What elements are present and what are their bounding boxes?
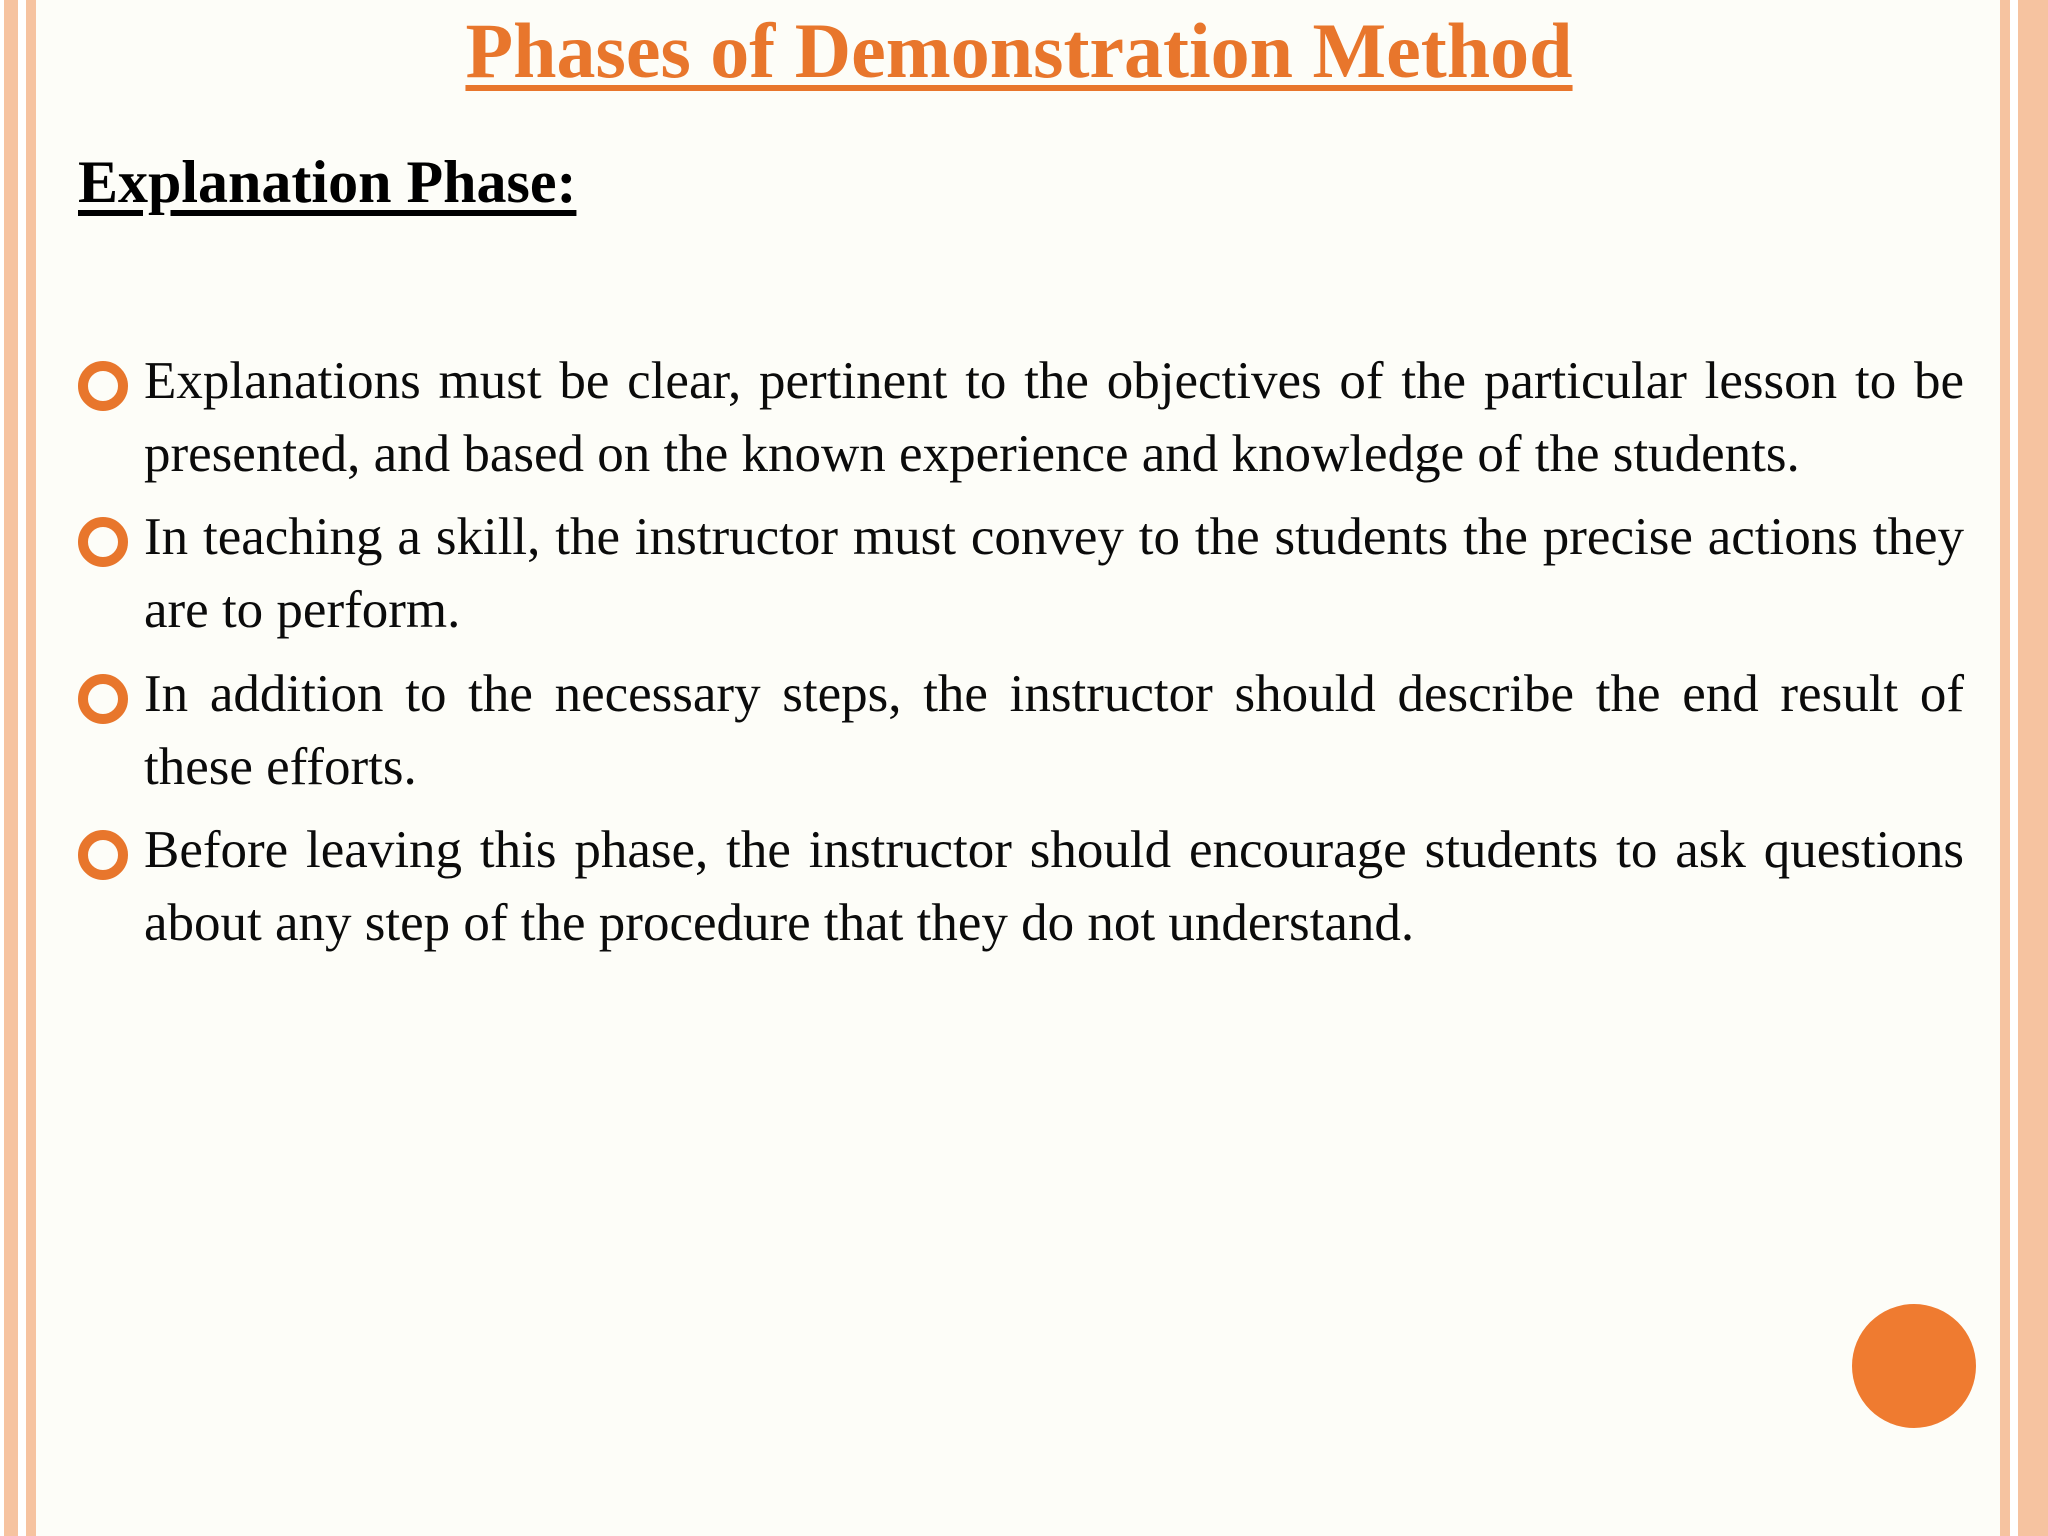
bullet-item [74,814,1964,960]
bullet-text: Before leaving this phase, the instructor should encourage students to ask questions about any step of the procedure that they do not understand. [144,820,1964,952]
bullet-circle-icon [78,517,128,567]
bullet-circle-icon [78,361,128,411]
slide-title: Phases of Demonstration Method [465,7,1573,94]
bullet-item [74,345,1964,491]
bullet-circle-icon [78,830,128,880]
slide-content [46,0,1992,1536]
bullet-text: In addition to the necessary steps, the instructor should describe the end result of these efforts. [144,664,1964,796]
bullet-text: Explanations must be clear, pertinent to the objectives of the particular lesson to be presented, and based on the known experience and knowledge of the students. [144,352,1964,484]
bullet-item [74,658,1964,804]
bullet-list [74,345,1964,960]
decorative-orange-circle [1852,1304,1976,1428]
bullet-text: In teaching a skill, the instructor must convey to the students the precise actions they are to perform. [144,508,1964,640]
bullet-item [74,501,1964,647]
left-border-stripes [0,0,46,1536]
bullet-circle-icon [78,674,128,724]
section-heading: Explanation Phase: [78,149,577,215]
right-border-stripes [1992,0,2048,1536]
